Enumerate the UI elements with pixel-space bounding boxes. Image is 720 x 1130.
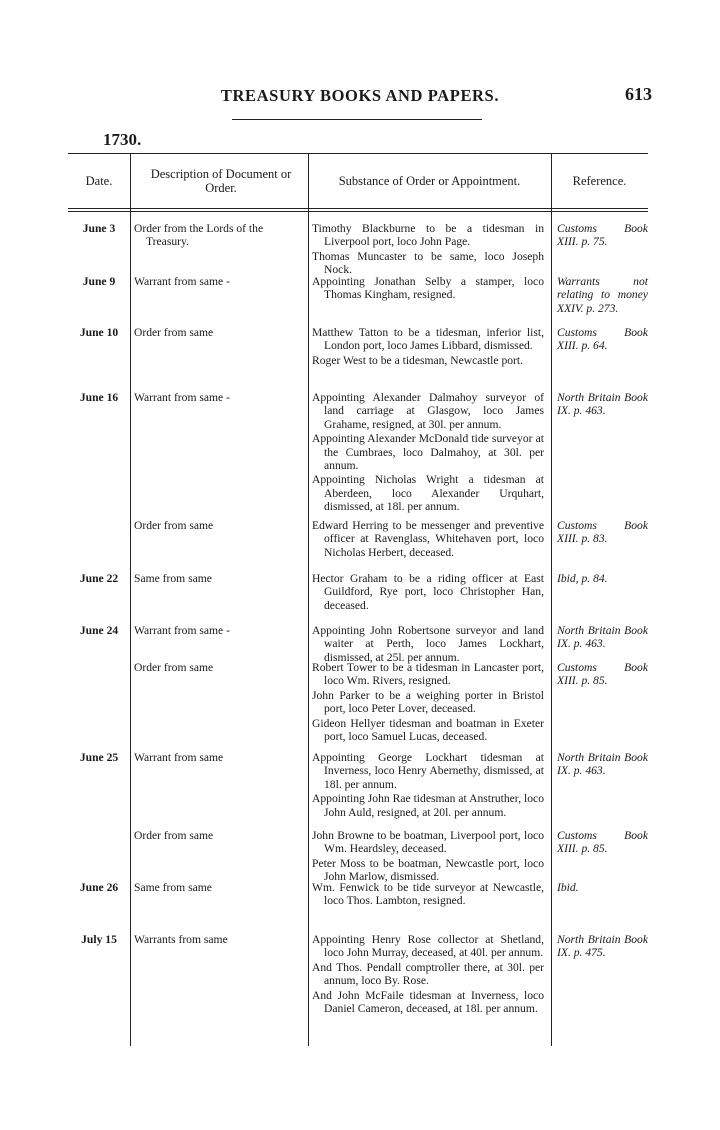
entry-text: Appointing Alexander Dalmahoy surveyor of land carriage at Glasgow, loco James Grahame, resigned, at 30l. per annum.: [312, 391, 544, 431]
substance-cell: [312, 222, 544, 278]
date-cell: June 10: [79, 326, 119, 339]
description-cell: Warrant from same -: [134, 624, 230, 637]
date-cell: June 9: [82, 275, 116, 288]
entry-text: Appointing Alexander McDonald tide surveyor at the Cumbraes, loco Dalmahoy, at 30l. per annum.: [312, 432, 544, 473]
entry-text: Robert Tower to be a tidesman in Lancaster port, loco Wm. Rivers, resigned.: [312, 661, 544, 688]
reference-cell: Customs Book XIII. p. 64.: [557, 326, 648, 353]
substance-cell: [312, 519, 544, 560]
substance-cell: [312, 326, 544, 368]
reference-cell: Customs Book XIII. p. 83.: [557, 519, 648, 546]
description-cell: Same from same: [134, 881, 212, 894]
description-cell: Order from same: [134, 661, 214, 674]
substance-cell: [312, 661, 544, 744]
reference-cell: Customs Book XIII. p. 85.: [557, 661, 648, 688]
date-cell: June 26: [79, 881, 119, 894]
entry-text: Peter Moss to be boatman, Newcastle port, loco John Marlow, dismissed.: [312, 856, 544, 884]
column-header-description: Description of Document or Order.: [150, 167, 292, 195]
substance-cell: [312, 572, 544, 613]
header-rule: [232, 119, 482, 120]
substance-cell: [312, 933, 544, 1016]
entry-text: Appointing Henry Rose collector at Shetland, loco John Murray, deceased, at 40l. per annum.: [312, 933, 544, 960]
entry-text: Gideon Hellyer tidesman and boatman in Exeter port, loco Samuel Lucas, deceased.: [312, 716, 544, 744]
reference-cell: North Britain Book IX. p. 463.: [557, 624, 648, 651]
column-rule-1: [130, 154, 131, 1046]
date-cell: June 25: [79, 751, 119, 764]
reference-cell: Ibid, p. 84.: [557, 572, 608, 585]
records-table: [68, 153, 648, 1046]
substance-cell: [312, 829, 544, 885]
substance-cell: [312, 881, 544, 909]
substance-cell: [312, 751, 544, 820]
year-heading: 1730.: [103, 130, 142, 149]
header-rule-bottom-double: [68, 211, 648, 212]
column-rule-3: [551, 154, 552, 1046]
reference-cell: North Britain Book IX. p. 463.: [557, 391, 648, 418]
header-rule-bottom: [68, 208, 648, 209]
entry-text: Appointing Nicholas Wright a tidesman at Aberdeen, loco Alexander Urquhart, dismissed, at 18l. per annum.: [312, 473, 544, 514]
page-number: 613: [625, 84, 652, 104]
reference-cell: Customs Book XIII. p. 75.: [557, 222, 648, 249]
date-cell: June 16: [79, 391, 119, 404]
entry-text: Appointing John Robertsone surveyor and land waiter at Perth, loco James Lockhart, dismissed, at 25l. per annum.: [312, 624, 544, 664]
substance-cell: [312, 391, 544, 515]
column-header-date: Date.: [85, 174, 113, 188]
reference-cell: North Britain Book IX. p. 475.: [557, 933, 648, 960]
description-cell: Same from same: [134, 572, 212, 585]
entry-text: Appointing George Lockhart tidesman at Inverness, loco Henry Abernethy, dismissed, at 18l. per annum.: [312, 751, 544, 791]
entry-text: Thomas Muncaster to be same, loco Joseph Nock.: [312, 249, 544, 277]
description-cell: Warrant from same -: [134, 275, 230, 288]
date-cell: June 24: [79, 624, 119, 637]
date-cell: July 15: [81, 933, 117, 946]
substance-cell: [312, 624, 544, 665]
reference-cell: Customs Book XIII. p. 85.: [557, 829, 648, 856]
description-cell: Warrant from same -: [134, 391, 230, 404]
description-cell: Order from the Lords of the Treasury.: [134, 222, 264, 249]
entry-text: John Parker to be a weighing porter in Bristol port, loco Peter Lover, deceased.: [312, 688, 544, 716]
column-header-substance: Substance of Order or Appointment.: [338, 174, 521, 188]
entry-text: Hector Graham to be a riding officer at East Guildford, Rye port, loco Christopher Han, deceased.: [312, 572, 544, 612]
description-cell: Order from same: [134, 519, 214, 532]
entry-text: Matthew Tatton to be a tidesman, inferior list, London port, loco James Libbard, dismissed.: [312, 326, 544, 353]
entry-text: And John McFaile tidesman at Inverness, loco Daniel Cameron, deceased, at 18l. per annum.: [312, 988, 544, 1016]
description-cell: Order from same: [134, 326, 214, 339]
substance-cell: [312, 275, 544, 303]
entry-text: Roger West to be a tidesman, Newcastle port.: [312, 353, 524, 367]
column-header-reference: Reference.: [572, 174, 627, 188]
entry-text: Appointing John Rae tidesman at Anstruther, loco John Auld, resigned, at 20l. per annum.: [312, 792, 544, 819]
date-cell: June 3: [82, 222, 116, 235]
date-cell: June 22: [79, 572, 119, 585]
column-rule-2: [308, 154, 309, 1046]
entry-text: Timothy Blackburne to be a tidesman in Liverpool port, loco John Page.: [312, 222, 544, 249]
entry-text: Edward Herring to be messenger and preventive officer at Ravenglass, Whitehaven port, loco Nicholas Herbert, deceased.: [312, 519, 544, 559]
description-cell: Order from same: [134, 829, 214, 842]
reference-cell: Warrants not relating to money XXIV. p. 273.: [557, 275, 648, 315]
reference-cell: Ibid.: [557, 881, 579, 894]
entry-text: Appointing Jonathan Selby a stamper, loco Thomas Kingham, resigned.: [312, 275, 544, 302]
entry-text: Wm. Fenwick to be tide surveyor at Newcastle, loco Thos. Lambton, resigned.: [312, 881, 544, 908]
entry-text: John Browne to be boatman, Liverpool port, loco Wm. Heardsley, deceased.: [312, 829, 544, 856]
reference-cell: North Britain Book IX. p. 463.: [557, 751, 648, 778]
running-head-title: TREASURY BOOKS AND PAPERS.: [220, 86, 500, 105]
description-cell: Warrant from same: [134, 751, 224, 764]
entry-text: And Thos. Pendall comptroller there, at 30l. per annum, loco By. Rose.: [312, 960, 544, 988]
description-cell: Warrants from same: [134, 933, 228, 946]
